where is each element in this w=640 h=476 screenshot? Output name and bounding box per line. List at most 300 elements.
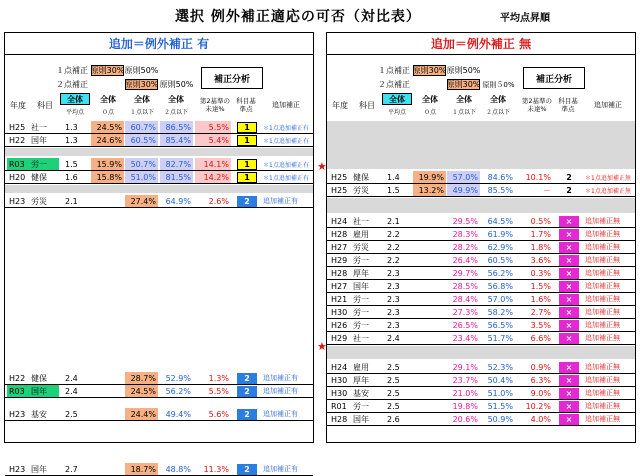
cell-o1: 29.7%: [452, 268, 478, 278]
panel-without-exception: [326, 32, 636, 443]
cell-subj: 雇用: [353, 229, 369, 239]
col-all-4: 全体: [490, 94, 506, 104]
cell-z: 24.6%: [91, 134, 124, 146]
col-all-4-sub: ２点以下: [485, 108, 510, 116]
hdr-analysis: 補正分析: [523, 67, 585, 89]
section-gap: [327, 121, 635, 169]
cell-z: 24.5%: [91, 121, 124, 133]
cell-z: [413, 361, 446, 373]
cell-year: H30: [331, 388, 348, 398]
cell-o1: 26.5%: [452, 320, 478, 330]
cell-b2: 9.0%: [530, 388, 551, 398]
cell-year: H29: [331, 333, 348, 343]
cell-avg: 2.4: [65, 386, 78, 396]
cell-subj: 健保: [31, 373, 47, 383]
table-row: [5, 121, 313, 134]
col-all-2-sub: ０点: [101, 108, 114, 116]
cell-z: [91, 463, 124, 475]
col-year: 年度: [10, 100, 26, 110]
cell-year: H27: [331, 281, 348, 291]
cell-z: 15.8%: [91, 171, 124, 183]
cell-year: H25: [331, 172, 348, 182]
table-row: [327, 171, 635, 184]
cell-b2: 0.5%: [530, 216, 551, 226]
cell-o1: 20.6%: [452, 414, 478, 424]
cell-add: 追加補正無: [585, 256, 620, 264]
hdr-gen30a: 原則30%: [90, 66, 125, 75]
cell-subj: 社一: [31, 122, 47, 132]
cell-o2: 56.5%: [487, 320, 513, 330]
table-row: [5, 385, 313, 398]
cell-b2: 1.6%: [530, 294, 551, 304]
cell-avg: 2.5: [387, 388, 400, 398]
cell-add: 追加補正無: [585, 402, 620, 410]
table-row: [327, 267, 635, 280]
cell-pt: ×: [559, 268, 579, 279]
cell-avg: 1.6: [65, 172, 78, 182]
cell-subj: 基安: [353, 388, 369, 398]
col-all-2: 全体: [422, 94, 438, 104]
cell-year: H24: [331, 362, 348, 372]
hdr-gen30a: 原則30%: [412, 66, 447, 75]
col-add: 追加補正: [594, 101, 622, 109]
table-row: [5, 195, 313, 208]
table-row: [327, 413, 635, 426]
cell-year: H25: [9, 122, 26, 132]
col-all-2: 全体: [100, 94, 116, 104]
cell-z: [413, 413, 446, 425]
cell-add: 追加補正無: [585, 376, 620, 384]
cell-b2: 10.1%: [525, 172, 551, 182]
cell-z: [413, 267, 446, 279]
cell-add: 追加補正無: [585, 243, 620, 251]
hdr-gen30b: 原則30%: [446, 80, 481, 89]
cell-pt: ×: [559, 362, 579, 373]
cell-o1: 21.0%: [452, 388, 478, 398]
cell-pt: ×: [559, 281, 579, 292]
cell-add: 追加補正有: [263, 465, 298, 473]
cell-year: H28: [331, 414, 348, 424]
cell-b2: 14.1%: [195, 158, 231, 170]
cell-subj: 厚年: [353, 375, 369, 385]
cell-subj: 労災: [353, 185, 369, 195]
cell-o2: 51.7%: [487, 333, 513, 343]
table-row: [327, 241, 635, 254]
cell-year: H25: [331, 185, 348, 195]
cell-o2: 51.5%: [487, 401, 513, 411]
cell-o2: 52.9%: [165, 373, 191, 383]
cell-o1: 29.5%: [452, 216, 478, 226]
cell-subj: 労一: [353, 401, 369, 411]
cell-pt: 2: [237, 386, 257, 397]
cell-pt: ×: [559, 333, 579, 344]
cell-add: 追加補正無: [585, 321, 620, 329]
cell-add: 追加補正有: [263, 374, 298, 382]
cell-subj: 健保: [353, 172, 369, 182]
cell-pt: 2: [566, 173, 572, 182]
cell-pt: ×: [559, 414, 579, 425]
cell-avg: 1.3: [65, 135, 78, 145]
cell-b2: 6.3%: [530, 375, 551, 385]
cell-subj: 国年: [31, 135, 47, 145]
cell-avg: 2.4: [387, 333, 400, 343]
cell-add: 追加補正無: [585, 230, 620, 238]
cell-z: [413, 319, 446, 331]
cell-avg: 1.3: [65, 122, 78, 132]
cell-o2: 61.9%: [487, 229, 513, 239]
cell-year: H22: [9, 135, 26, 145]
cell-add: 追加補正無: [585, 308, 620, 316]
col-subject: 科目: [37, 100, 53, 110]
cell-z: [413, 293, 446, 305]
cell-avg: 2.2: [387, 229, 400, 239]
hdr-gen50b: 原則50%: [159, 80, 194, 89]
hdr-pt1: １点補正: [56, 66, 88, 75]
cell-add: 追加補正無: [585, 217, 620, 225]
cell-z: [413, 400, 446, 412]
panel-with-exception: [4, 32, 314, 474]
cell-o1: 23.7%: [452, 375, 478, 385]
cell-z: [91, 372, 124, 384]
cell-o1: 60.7%: [125, 121, 158, 133]
cell-pt: ×: [559, 401, 579, 412]
cell-b2: 5.6%: [208, 409, 229, 419]
table-row: [327, 332, 635, 345]
col-all-1: 全体: [382, 93, 412, 105]
cell-subj: 厚年: [353, 268, 369, 278]
cell-o1: 60.5%: [125, 134, 158, 146]
cell-o2: 56.2%: [487, 268, 513, 278]
cell-o2: 60.5%: [487, 255, 513, 265]
cell-pt: ×: [559, 388, 579, 399]
cell-b2: 1.7%: [530, 229, 551, 239]
cell-o2: 86.5%: [160, 121, 193, 133]
col-base2: 第2基準の未達%: [521, 97, 553, 113]
cell-subj: 労災: [353, 242, 369, 252]
cell-avg: 2.5: [387, 401, 400, 411]
cell-o2: 48.8%: [165, 464, 191, 474]
cell-o1: 23.4%: [452, 333, 478, 343]
cell-pt: 1: [237, 172, 257, 183]
col-add: 追加補正: [272, 101, 300, 109]
cell-b2: 1.8%: [530, 242, 551, 252]
cell-avg: 1.5: [65, 159, 78, 169]
cell-b2: －: [543, 185, 551, 195]
cell-z: [413, 306, 446, 318]
cell-add: 追加補正無: [585, 389, 620, 397]
cell-year: H22: [9, 373, 26, 383]
cell-o1: 29.1%: [452, 362, 478, 372]
hdr-pt2: ２点補正: [56, 80, 88, 89]
cell-o2: 62.9%: [487, 242, 513, 252]
cell-o1: 49.9%: [447, 184, 480, 196]
hdr-pt2: ２点補正: [378, 80, 410, 89]
cell-b2: 1.3%: [208, 373, 229, 383]
table-row: [327, 361, 635, 374]
cell-z: [413, 280, 446, 292]
table-row: [327, 387, 635, 400]
cell-o2: 64.9%: [165, 196, 191, 206]
table-row: [327, 400, 635, 413]
cell-add: ＊1点追加補正無: [585, 187, 631, 195]
section-gap: [327, 198, 635, 213]
section-gap: [327, 346, 635, 359]
cell-b2: 4.0%: [530, 414, 551, 424]
cell-avg: 2.3: [387, 281, 400, 291]
cell-o2: 81.5%: [160, 171, 193, 183]
cell-o1: 18.7%: [125, 463, 158, 475]
cell-z: [413, 387, 446, 399]
table-row: [327, 306, 635, 319]
cell-subj: 労一: [353, 307, 369, 317]
cell-pt: 1: [237, 122, 257, 133]
cell-o2: 64.5%: [487, 216, 513, 226]
header-block: [327, 55, 635, 121]
cell-pt: 1: [237, 159, 257, 170]
cell-b2: 5.5%: [195, 121, 231, 133]
cell-o1: 24.5%: [125, 385, 158, 397]
cell-year: H27: [331, 242, 348, 252]
cell-subj: 国年: [353, 281, 369, 291]
cell-b2: 10.2%: [525, 401, 551, 411]
cell-o1: 27.3%: [452, 307, 478, 317]
cell-o2: 85.5%: [487, 185, 513, 195]
cell-o1: 28.5%: [452, 281, 478, 291]
cell-o2: 56.2%: [165, 386, 191, 396]
col-all-4: 全体: [168, 94, 184, 104]
cell-o2: 85.4%: [160, 134, 193, 146]
cell-pt: ×: [559, 242, 579, 253]
cell-b2: 11.3%: [203, 464, 229, 474]
cell-z: [413, 374, 446, 386]
cell-z: [91, 195, 124, 207]
cell-avg: 2.3: [387, 294, 400, 304]
table-row: [5, 408, 313, 421]
hdr-gen30b: 原則30%: [124, 80, 159, 89]
cell-b2: 0.9%: [530, 362, 551, 372]
cell-year: H30: [331, 307, 348, 317]
section-gap: [5, 185, 313, 193]
cell-z: [413, 254, 446, 266]
cell-b2: 0.3%: [530, 268, 551, 278]
cell-avg: 1.4: [387, 172, 400, 182]
cell-pt: 2: [566, 186, 572, 195]
cell-year: H23: [9, 409, 26, 419]
cell-subj: 労一: [29, 158, 59, 170]
cell-b2: 2.6%: [208, 196, 229, 206]
table-row: [5, 463, 313, 476]
star-icon: ★: [317, 340, 327, 353]
cell-o1: 28.7%: [125, 372, 158, 384]
cell-pt: ×: [559, 255, 579, 266]
cell-b2: 1.5%: [530, 281, 551, 291]
cell-add: 追加補正有: [263, 387, 298, 395]
cell-z: 19.9%: [413, 171, 446, 183]
cell-add: 追加補正無: [585, 334, 620, 342]
cell-avg: 2.5: [387, 375, 400, 385]
cell-b2: 3.6%: [530, 255, 551, 265]
cell-pt: 2: [237, 373, 257, 384]
table-row: [327, 319, 635, 332]
cell-o2: 50.9%: [487, 414, 513, 424]
cell-year: H28: [331, 229, 348, 239]
cell-add: ＊1点追加補正有: [263, 124, 309, 132]
table-row: [5, 134, 313, 147]
cell-add: ＊1点追加補正無: [585, 174, 631, 182]
col-all-1: 全体: [60, 93, 90, 105]
hdr-gen50a: 原則50%: [446, 66, 481, 75]
cell-pt: ×: [559, 307, 579, 318]
cell-add: ＊1点追加補正有: [263, 161, 309, 169]
cell-z: 15.9%: [91, 158, 124, 170]
cell-o2: 82.7%: [160, 158, 193, 170]
section-gap: [5, 148, 313, 156]
cell-subj: 基安: [31, 409, 47, 419]
cell-subj: 国年: [353, 414, 369, 424]
cell-add: ＊1点追加補正有: [263, 137, 309, 145]
col-all-1-sub: 平均点: [65, 108, 84, 116]
hdr-analysis: 補正分析: [201, 67, 263, 89]
cell-avg: 2.6: [387, 414, 400, 424]
cell-subj: 社一: [353, 333, 369, 343]
cell-o1: 26.4%: [452, 255, 478, 265]
cell-o2: 58.2%: [487, 307, 513, 317]
cell-z: [91, 385, 124, 397]
cell-o2: 49.4%: [165, 409, 191, 419]
cell-z: 13.2%: [413, 184, 446, 196]
hdr-pt1: １点補正: [378, 66, 410, 75]
cell-add: 追加補正無: [585, 269, 620, 277]
cell-b2: 5.5%: [208, 386, 229, 396]
cell-subj: 国年: [31, 464, 47, 474]
cell-year: H29: [331, 255, 348, 265]
cell-z: [413, 215, 446, 227]
cell-o1: 28.4%: [452, 294, 478, 304]
table-row: [327, 254, 635, 267]
cell-year: H20: [9, 172, 26, 182]
page-subtitle: 平均点昇順: [500, 13, 550, 24]
col-all-3: 全体: [456, 94, 472, 104]
cell-pt: 2: [237, 464, 257, 475]
cell-year: R03: [7, 158, 29, 170]
cell-year: R03: [7, 385, 29, 397]
cell-pt: 2: [237, 196, 257, 207]
cell-subj: 労災: [31, 196, 47, 206]
col-all-3-sub: １点以下: [129, 108, 154, 116]
cell-o1: 28.3%: [452, 229, 478, 239]
cell-pt: ×: [559, 320, 579, 331]
cell-year: H21: [331, 294, 348, 304]
table-row: [327, 293, 635, 306]
page-title: 選択 例外補正適応の可否（対比表）: [175, 9, 421, 25]
hdr-gen50a: 原則50%: [124, 66, 159, 75]
cell-year: R01: [331, 401, 347, 411]
cell-b2: 14.2%: [195, 171, 231, 183]
cell-add: 追加補正無: [585, 363, 620, 371]
cell-avg: 2.3: [387, 307, 400, 317]
cell-o2: 52.3%: [487, 362, 513, 372]
cell-o2: 57.0%: [487, 294, 513, 304]
cell-b2: 6.6%: [530, 333, 551, 343]
table-row: [327, 228, 635, 241]
cell-avg: 2.5: [387, 362, 400, 372]
cell-pt: 1: [237, 135, 257, 146]
header-block: [5, 55, 313, 121]
col-all-4-sub: ２点以下: [163, 108, 188, 116]
panel-heading: 追加＝例外補正 有: [5, 33, 313, 55]
col-all-1-sub: 平均点: [387, 108, 406, 116]
cell-o2: 51.0%: [487, 388, 513, 398]
table-row: [5, 158, 313, 171]
cell-avg: 1.5: [387, 185, 400, 195]
cell-z: [413, 228, 446, 240]
cell-add: 追加補正無: [585, 282, 620, 290]
cell-avg: 2.5: [65, 409, 78, 419]
cell-year: H28: [331, 268, 348, 278]
cell-add: 追加補正有: [263, 197, 298, 205]
cell-avg: 2.1: [387, 216, 400, 226]
cell-o1: 50.7%: [125, 158, 158, 170]
cell-subj: 健保: [31, 172, 47, 182]
col-all-3: 全体: [134, 94, 150, 104]
cell-o1: 51.0%: [125, 171, 158, 183]
cell-subj: 雇用: [353, 362, 369, 372]
cell-avg: 2.1: [65, 196, 78, 206]
panel-heading: 追加＝例外補正 無: [327, 33, 635, 55]
cell-year: H23: [9, 196, 26, 206]
cell-o1: 27.4%: [125, 195, 158, 207]
cell-subj: 労一: [353, 294, 369, 304]
cell-o2: 50.4%: [487, 375, 513, 385]
table-row: [5, 171, 313, 184]
cell-pt: ×: [559, 375, 579, 386]
cell-add: 追加補正有: [263, 410, 298, 418]
cell-pt: 2: [237, 409, 257, 420]
cell-avg: 2.7: [65, 464, 78, 474]
table-row: [327, 374, 635, 387]
cell-b2: 2.7%: [530, 307, 551, 317]
cell-z: [413, 241, 446, 253]
cell-pt: ×: [559, 216, 579, 227]
cell-avg: 2.3: [387, 268, 400, 278]
cell-o2: 56.8%: [487, 281, 513, 291]
cell-pt: ×: [559, 229, 579, 240]
cell-pt: ×: [559, 294, 579, 305]
cell-add: 追加補正無: [585, 295, 620, 303]
cell-year: H30: [331, 375, 348, 385]
cell-add: 追加補正無: [585, 415, 620, 423]
table-row: [327, 184, 635, 197]
cell-avg: 2.2: [387, 242, 400, 252]
cell-z: [91, 408, 124, 420]
cell-subj: 労一: [353, 320, 369, 330]
cell-avg: 2.4: [65, 373, 78, 383]
col-all-2-sub: ０点: [423, 108, 436, 116]
cell-b2: 5.4%: [195, 134, 231, 146]
table-row: [327, 280, 635, 293]
cell-o1: 24.4%: [125, 408, 158, 420]
cell-o1: 57.0%: [447, 171, 480, 183]
cell-year: H24: [331, 216, 348, 226]
cell-subj: 国年: [29, 385, 59, 397]
col-base2: 第2基準の未達%: [199, 97, 231, 113]
cell-add: ＊1点追加補正有: [263, 174, 309, 182]
cell-year: H26: [331, 320, 348, 330]
table-row: [5, 372, 313, 385]
cell-b2: 3.5%: [530, 320, 551, 330]
col-subjpt: 科目基準点: [236, 97, 256, 113]
col-all-3-sub: １点以下: [451, 108, 476, 116]
